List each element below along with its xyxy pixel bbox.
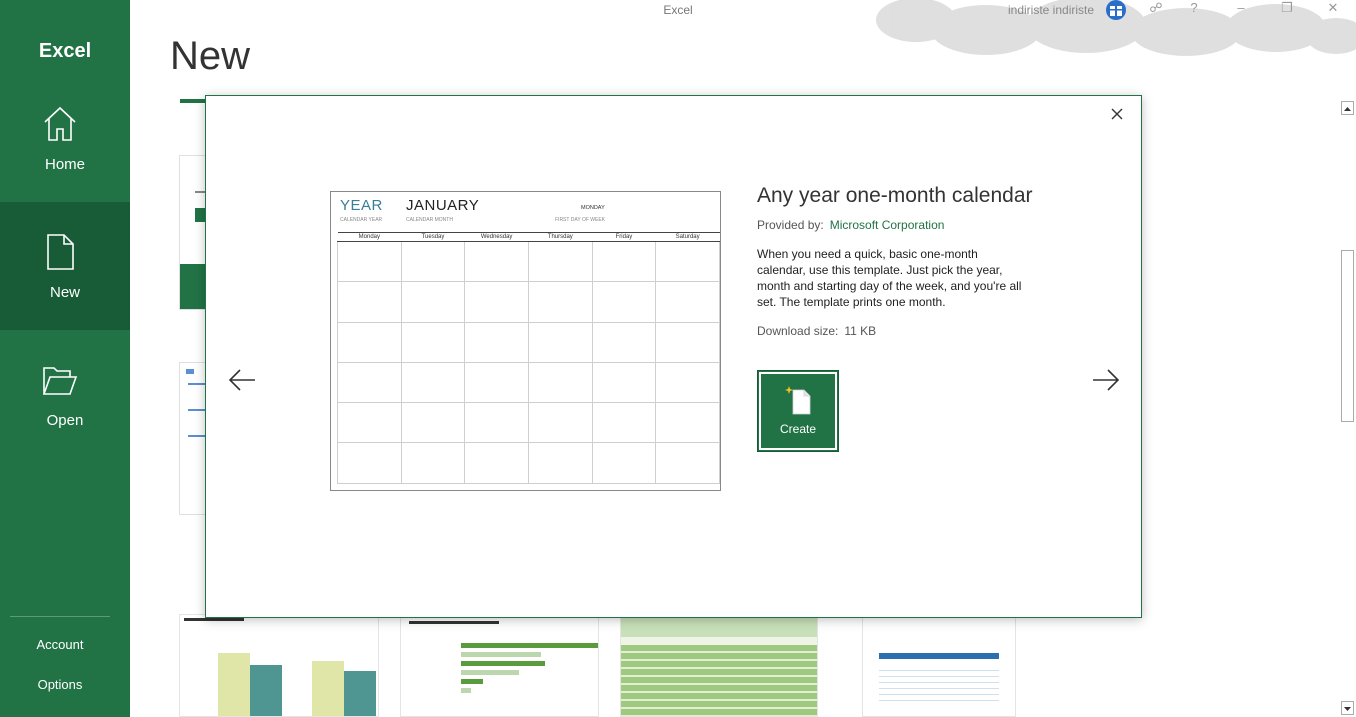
close-icon[interactable] [1107,104,1127,124]
account-link[interactable]: Account [36,637,84,652]
calendar-year-caption: CALENDAR YEAR [340,217,383,223]
template-thumbnail-chores[interactable] [620,614,818,717]
backstage-sidebar [0,0,130,717]
sidebar-divider [10,616,110,617]
help-icon[interactable]: ? [1190,0,1198,15]
next-arrow-icon[interactable] [1090,366,1122,394]
gift-icon[interactable] [1104,0,1128,22]
open-folder-icon [42,360,78,400]
calendar-day-header: Monday [338,233,402,242]
page-title: New [170,34,251,78]
options-link[interactable]: Options [37,677,83,692]
calendar-body [338,242,720,484]
app-name: Excel [38,40,92,62]
calendar-day-header: Saturday [656,233,720,242]
minimize-icon[interactable]: – [1237,0,1245,15]
sidebar-item-new[interactable] [0,202,130,330]
provided-by-label: Provided by: [757,218,824,232]
sidebar-item-home[interactable] [0,74,130,202]
template-thumbnail-invoice[interactable] [862,614,1016,717]
sidebar-item-label: Home [44,156,85,173]
template-preview-image [330,191,721,491]
calendar-month-caption: CALENDAR MONTH [406,217,453,223]
scroll-thumb[interactable] [1341,250,1354,422]
sidebar-item-label: Open [46,412,84,429]
scroll-up-button[interactable] [1341,101,1354,115]
new-file-sparkle-icon [784,385,812,415]
scroll-down-button[interactable] [1341,701,1354,715]
calendar-day-header: Thursday [528,233,592,242]
provider-link[interactable]: Microsoft Corporation [829,218,945,232]
template-title: Any year one-month calendar [757,184,1033,207]
calendar-grid [337,232,720,484]
new-document-icon [42,232,78,272]
home-icon [42,104,78,144]
calendar-start-day: MONDAY [581,205,605,211]
close-window-icon[interactable]: ✕ [1327,0,1339,15]
previous-arrow-icon[interactable] [226,366,258,394]
vertical-scrollbar[interactable] [1339,100,1356,717]
template-thumbnail-expenses[interactable] [400,614,599,717]
sidebar-item-open[interactable] [0,330,130,458]
download-size-label: Download size: [757,324,839,338]
calendar-month: JANUARY [406,197,480,214]
calendar-day-header: Tuesday [401,233,465,242]
user-name[interactable]: indiriste indiriste [1008,3,1095,17]
calendar-day-header: Wednesday [465,233,529,242]
provided-by-row [757,218,1047,232]
calendar-day-header: Friday [592,233,656,242]
sidebar-item-label: New [49,284,80,301]
template-description: When you need a quick, basic one-month calendar, use this template. Just pick the year, month and starting day of the week, and you're all set. The template prints one month. [757,247,1022,309]
create-button[interactable] [757,370,839,452]
template-preview-dialog [205,95,1142,618]
download-size-value: 11 KB [844,324,877,338]
calendar-year: YEAR [340,197,383,214]
template-thumbnail-budget[interactable] [179,614,379,717]
create-button-label: Create [779,422,817,436]
template-details [757,184,1047,338]
download-size-row [757,324,1047,338]
restore-icon[interactable]: ❐ [1281,0,1293,15]
calendar-start-caption: FIRST DAY OF WEEK [555,217,606,223]
window-title: Excel [663,3,693,17]
feedback-icon[interactable]: ☍ [1149,0,1163,15]
